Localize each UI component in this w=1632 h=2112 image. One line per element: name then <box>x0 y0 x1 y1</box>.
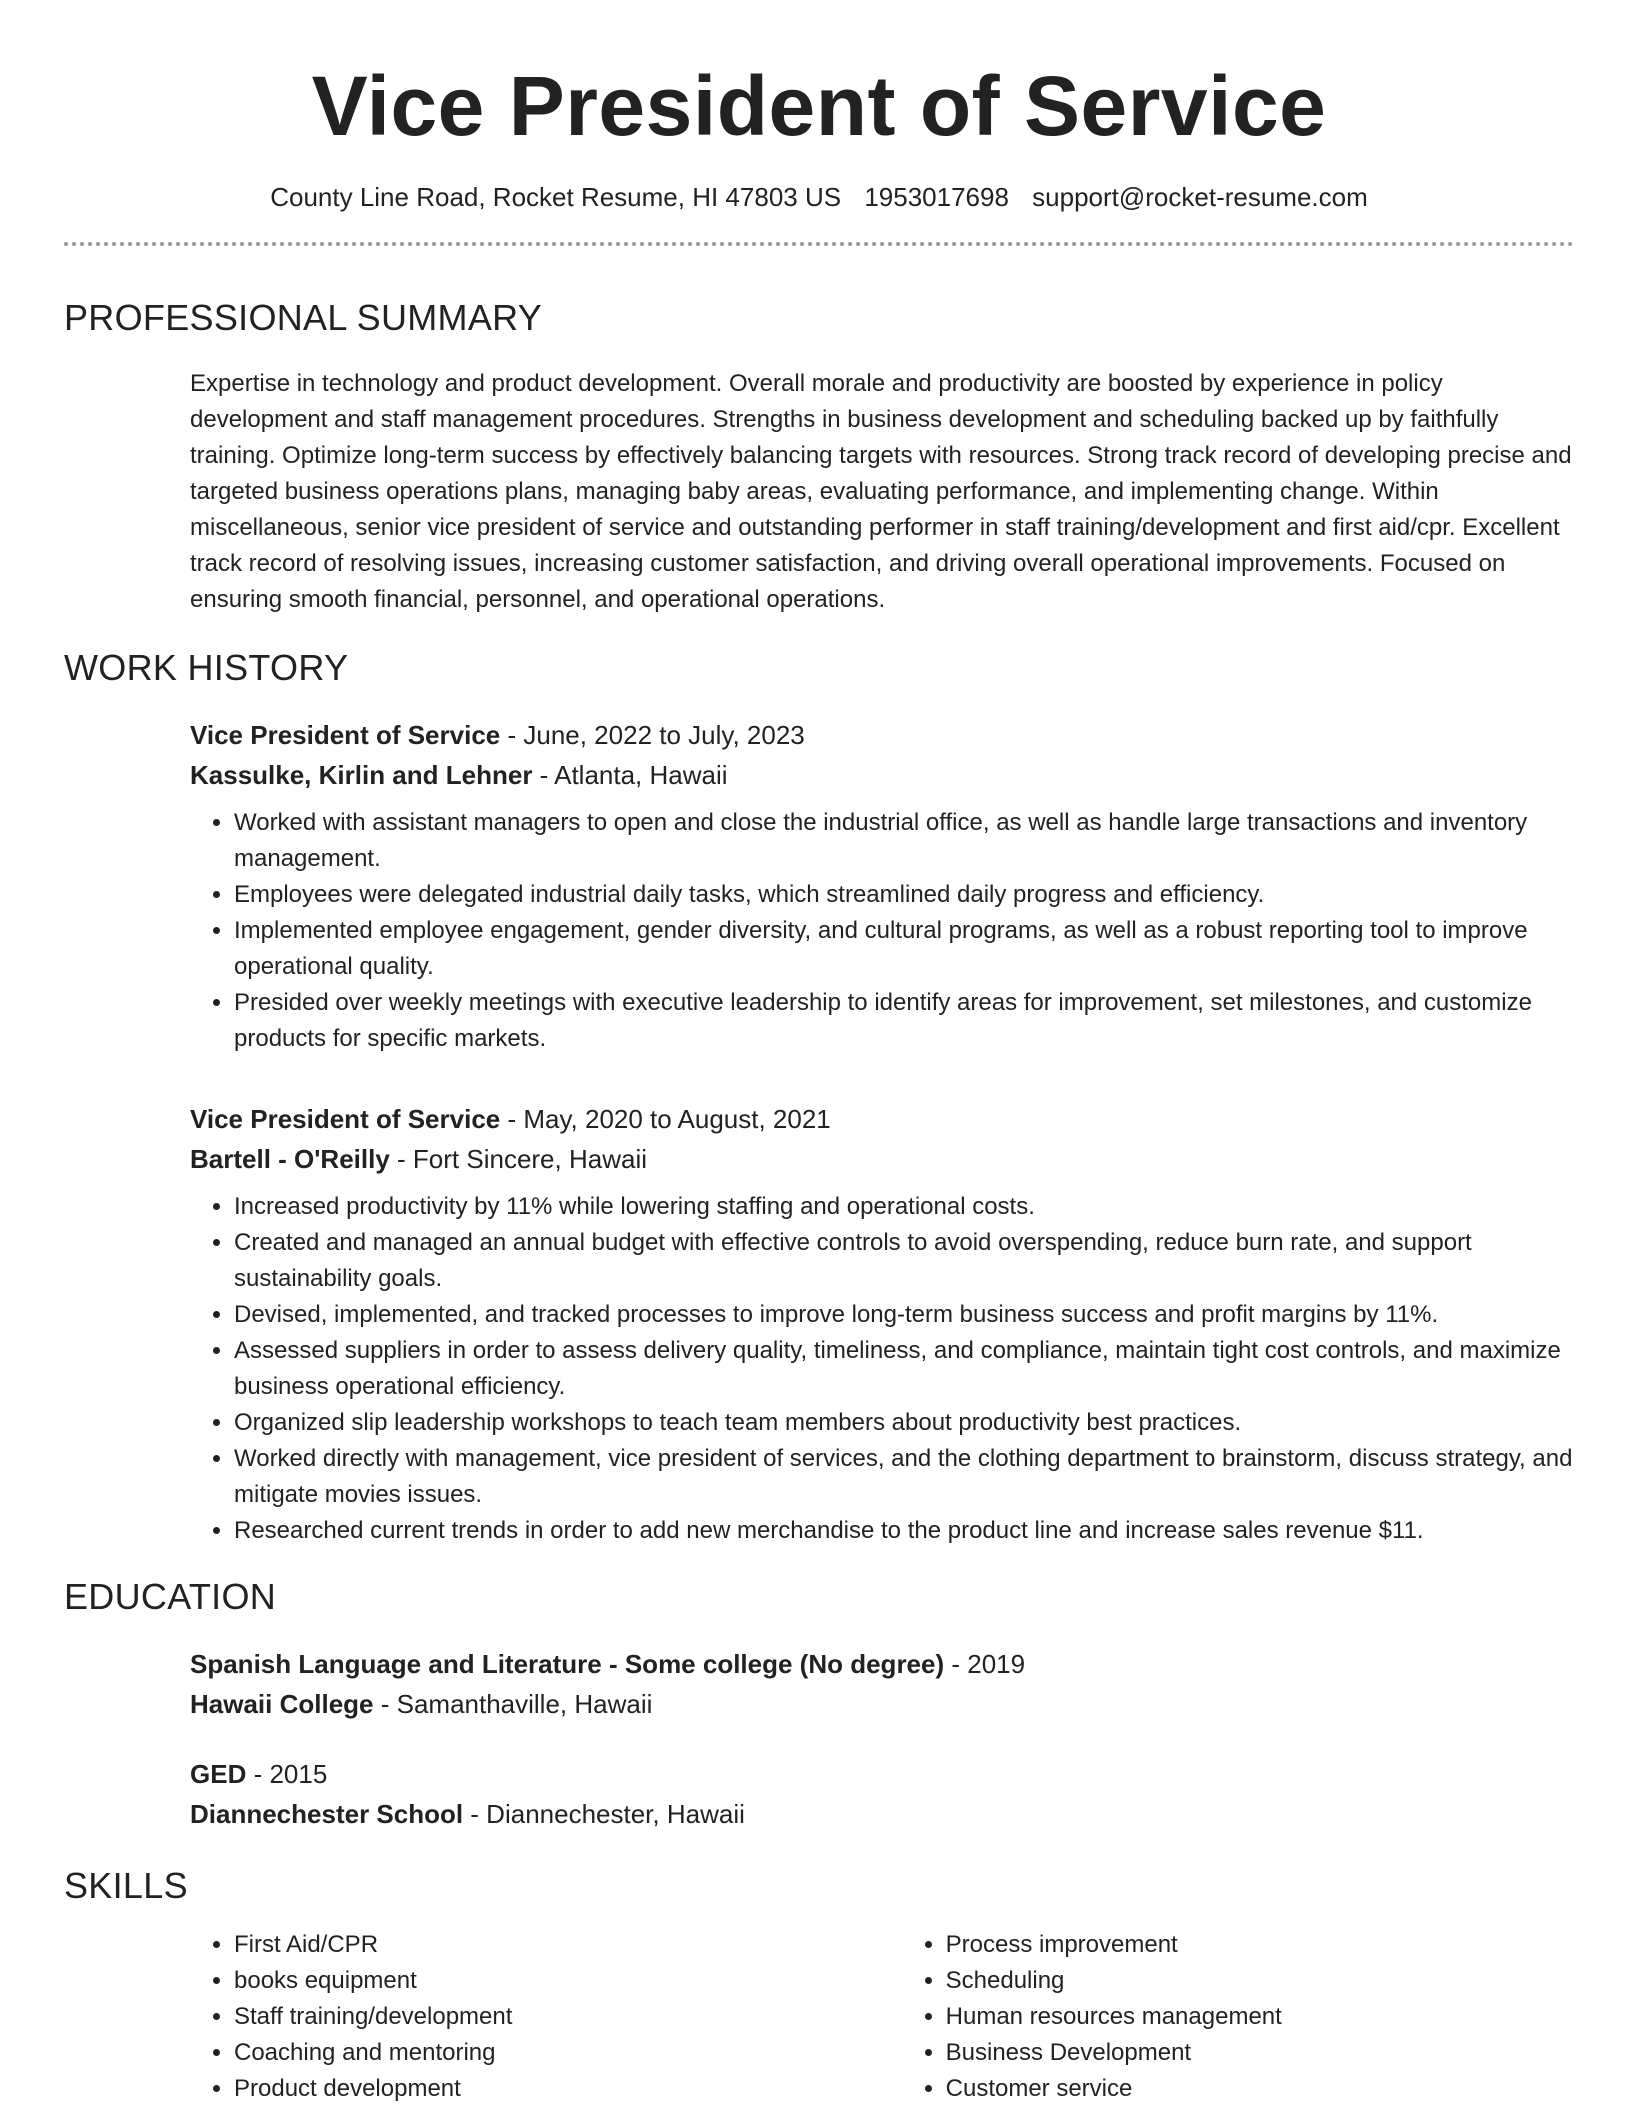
job-title-line <box>190 715 1574 755</box>
job-bullet: • Organized slip leadership workshops to teach team members about productivity best practices. <box>234 1405 1574 1441</box>
skills-section <box>190 1927 1574 2107</box>
job-bullet: • Presided over weekly meetings with executive leadership to identify areas for improvement, set milestones, and customize products for specific markets. <box>234 985 1574 1057</box>
job-bullet: • Employees were delegated industrial daily tasks, which streamlined daily progress and efficiency. <box>234 877 1574 913</box>
education-entry <box>190 1754 1574 1834</box>
education-school: Diannechester School <box>190 1798 464 1829</box>
summary-heading: PROFESSIONAL SUMMARY <box>64 297 543 339</box>
job-company-line <box>190 755 1574 795</box>
skills-list-left <box>190 1927 902 2107</box>
job-entry <box>190 1099 1574 1549</box>
education-list <box>190 1644 1574 1834</box>
work-history-section <box>190 715 1574 1549</box>
work-history-heading: WORK HISTORY <box>64 646 349 688</box>
job-dates: - June, 2022 to July, 2023 <box>500 719 805 750</box>
job-bullets <box>190 1189 1574 1549</box>
summary-section <box>190 366 1574 618</box>
education-location: - Diannechester, Hawaii <box>463 1798 745 1829</box>
job-bullet: • Worked with assistant managers to open and close the industrial office, as well as handle large transactions and inventory management. <box>234 805 1574 877</box>
skill-item: • Staff training/development <box>234 1999 902 2035</box>
skill-item: • Customer service <box>946 2071 1574 2107</box>
skill-item: • books equipment <box>234 1963 902 1999</box>
education-degree-line <box>190 1644 1574 1684</box>
education-degree-line <box>190 1754 1574 1794</box>
job-bullet: • Devised, implemented, and tracked processes to improve long-term business success and profit margins by 11%. <box>234 1297 1574 1333</box>
skill-item: • Process improvement <box>946 1927 1574 1963</box>
job-entry <box>190 715 1574 1057</box>
job-bullets <box>190 805 1574 1057</box>
skill-item: • Human resources management <box>946 1999 1574 2035</box>
resume-name: Vice President of Service <box>311 59 1327 153</box>
job-location: - Atlanta, Hawaii <box>532 759 728 790</box>
contact-line <box>64 181 1574 215</box>
job-location: - Fort Sincere, Hawaii <box>389 1143 647 1174</box>
contact-address: County Line Road, Rocket Resume, HI 47803 US <box>270 181 842 212</box>
summary-text: Expertise in technology and product development. Overall morale and productivity are boosted by experience in policy development and staff management procedures. Strengths in business development and scheduling backed up by faithfully training. Optimize long-term success by effectively balancing targets with resources. Strong track record of developing precise and targeted business operations plans, managing baby areas, evaluating performance, and implementing change. Within miscellaneous, senior vice president of service and outstanding performer in staff training/development and first aid/cpr. Excellent track record of resolving issues, increasing customer satisfaction, and driving overall operational improvements. Focused on ensuring smooth financial, personnel, and operational operations. <box>190 369 1572 613</box>
job-title-line <box>190 1099 1574 1139</box>
education-school: Hawaii College <box>190 1688 374 1719</box>
resume-page <box>64 0 1574 2107</box>
job-role: Vice President of Service <box>190 719 501 750</box>
education-school-line <box>190 1794 1574 1834</box>
education-degree: Spanish Language and Literature - Some college (No degree) <box>190 1648 945 1679</box>
job-company: Bartell - O'Reilly <box>190 1143 390 1174</box>
job-dates: - May, 2020 to August, 2021 <box>500 1103 831 1134</box>
job-bullet: • Researched current trends in order to add new merchandise to the product line and increase sales revenue $11. <box>234 1513 1574 1549</box>
education-heading: EDUCATION <box>64 1575 277 1617</box>
job-bullet: • Assessed suppliers in order to assess delivery quality, timeliness, and compliance, maintain tight cost controls, and maximize business operational efficiency. <box>234 1333 1574 1405</box>
header-divider <box>64 242 1574 246</box>
job-bullet: • Implemented employee engagement, gender diversity, and cultural programs, as well as a robust reporting tool to improve operational quality. <box>234 913 1574 985</box>
education-school-line <box>190 1684 1574 1724</box>
contact-email: support@rocket-resume.com <box>1032 181 1368 212</box>
job-company-line <box>190 1139 1574 1179</box>
contact-phone: 1953017698 <box>864 181 1009 212</box>
education-entry <box>190 1644 1574 1724</box>
education-location: - Samanthaville, Hawaii <box>373 1688 653 1719</box>
job-bullet: • Increased productivity by 11% while lowering staffing and operational costs. <box>234 1189 1574 1225</box>
job-bullet: • Created and managed an annual budget with effective controls to avoid overspending, reduce burn rate, and support sustainability goals. <box>234 1225 1574 1297</box>
skill-item: • First Aid/CPR <box>234 1927 902 1963</box>
education-section <box>190 1644 1574 1834</box>
skill-item: • Business Development <box>946 2035 1574 2071</box>
skills-columns <box>190 1927 1574 2107</box>
skill-item: • Product development <box>234 2071 902 2107</box>
job-company: Kassulke, Kirlin and Lehner <box>190 759 533 790</box>
job-bullet: • Worked directly with management, vice president of services, and the clothing department to brainstorm, discuss strategy, and mitigate movies issues. <box>234 1441 1574 1513</box>
skills-list-right <box>902 1927 1574 2107</box>
education-year: - 2015 <box>246 1758 328 1789</box>
skills-heading: SKILLS <box>64 1864 188 1906</box>
job-role: Vice President of Service <box>190 1103 501 1134</box>
education-degree: GED <box>190 1758 247 1789</box>
skill-item: • Scheduling <box>946 1963 1574 1999</box>
education-year: - 2019 <box>944 1648 1026 1679</box>
skill-item: • Coaching and mentoring <box>234 2035 902 2071</box>
